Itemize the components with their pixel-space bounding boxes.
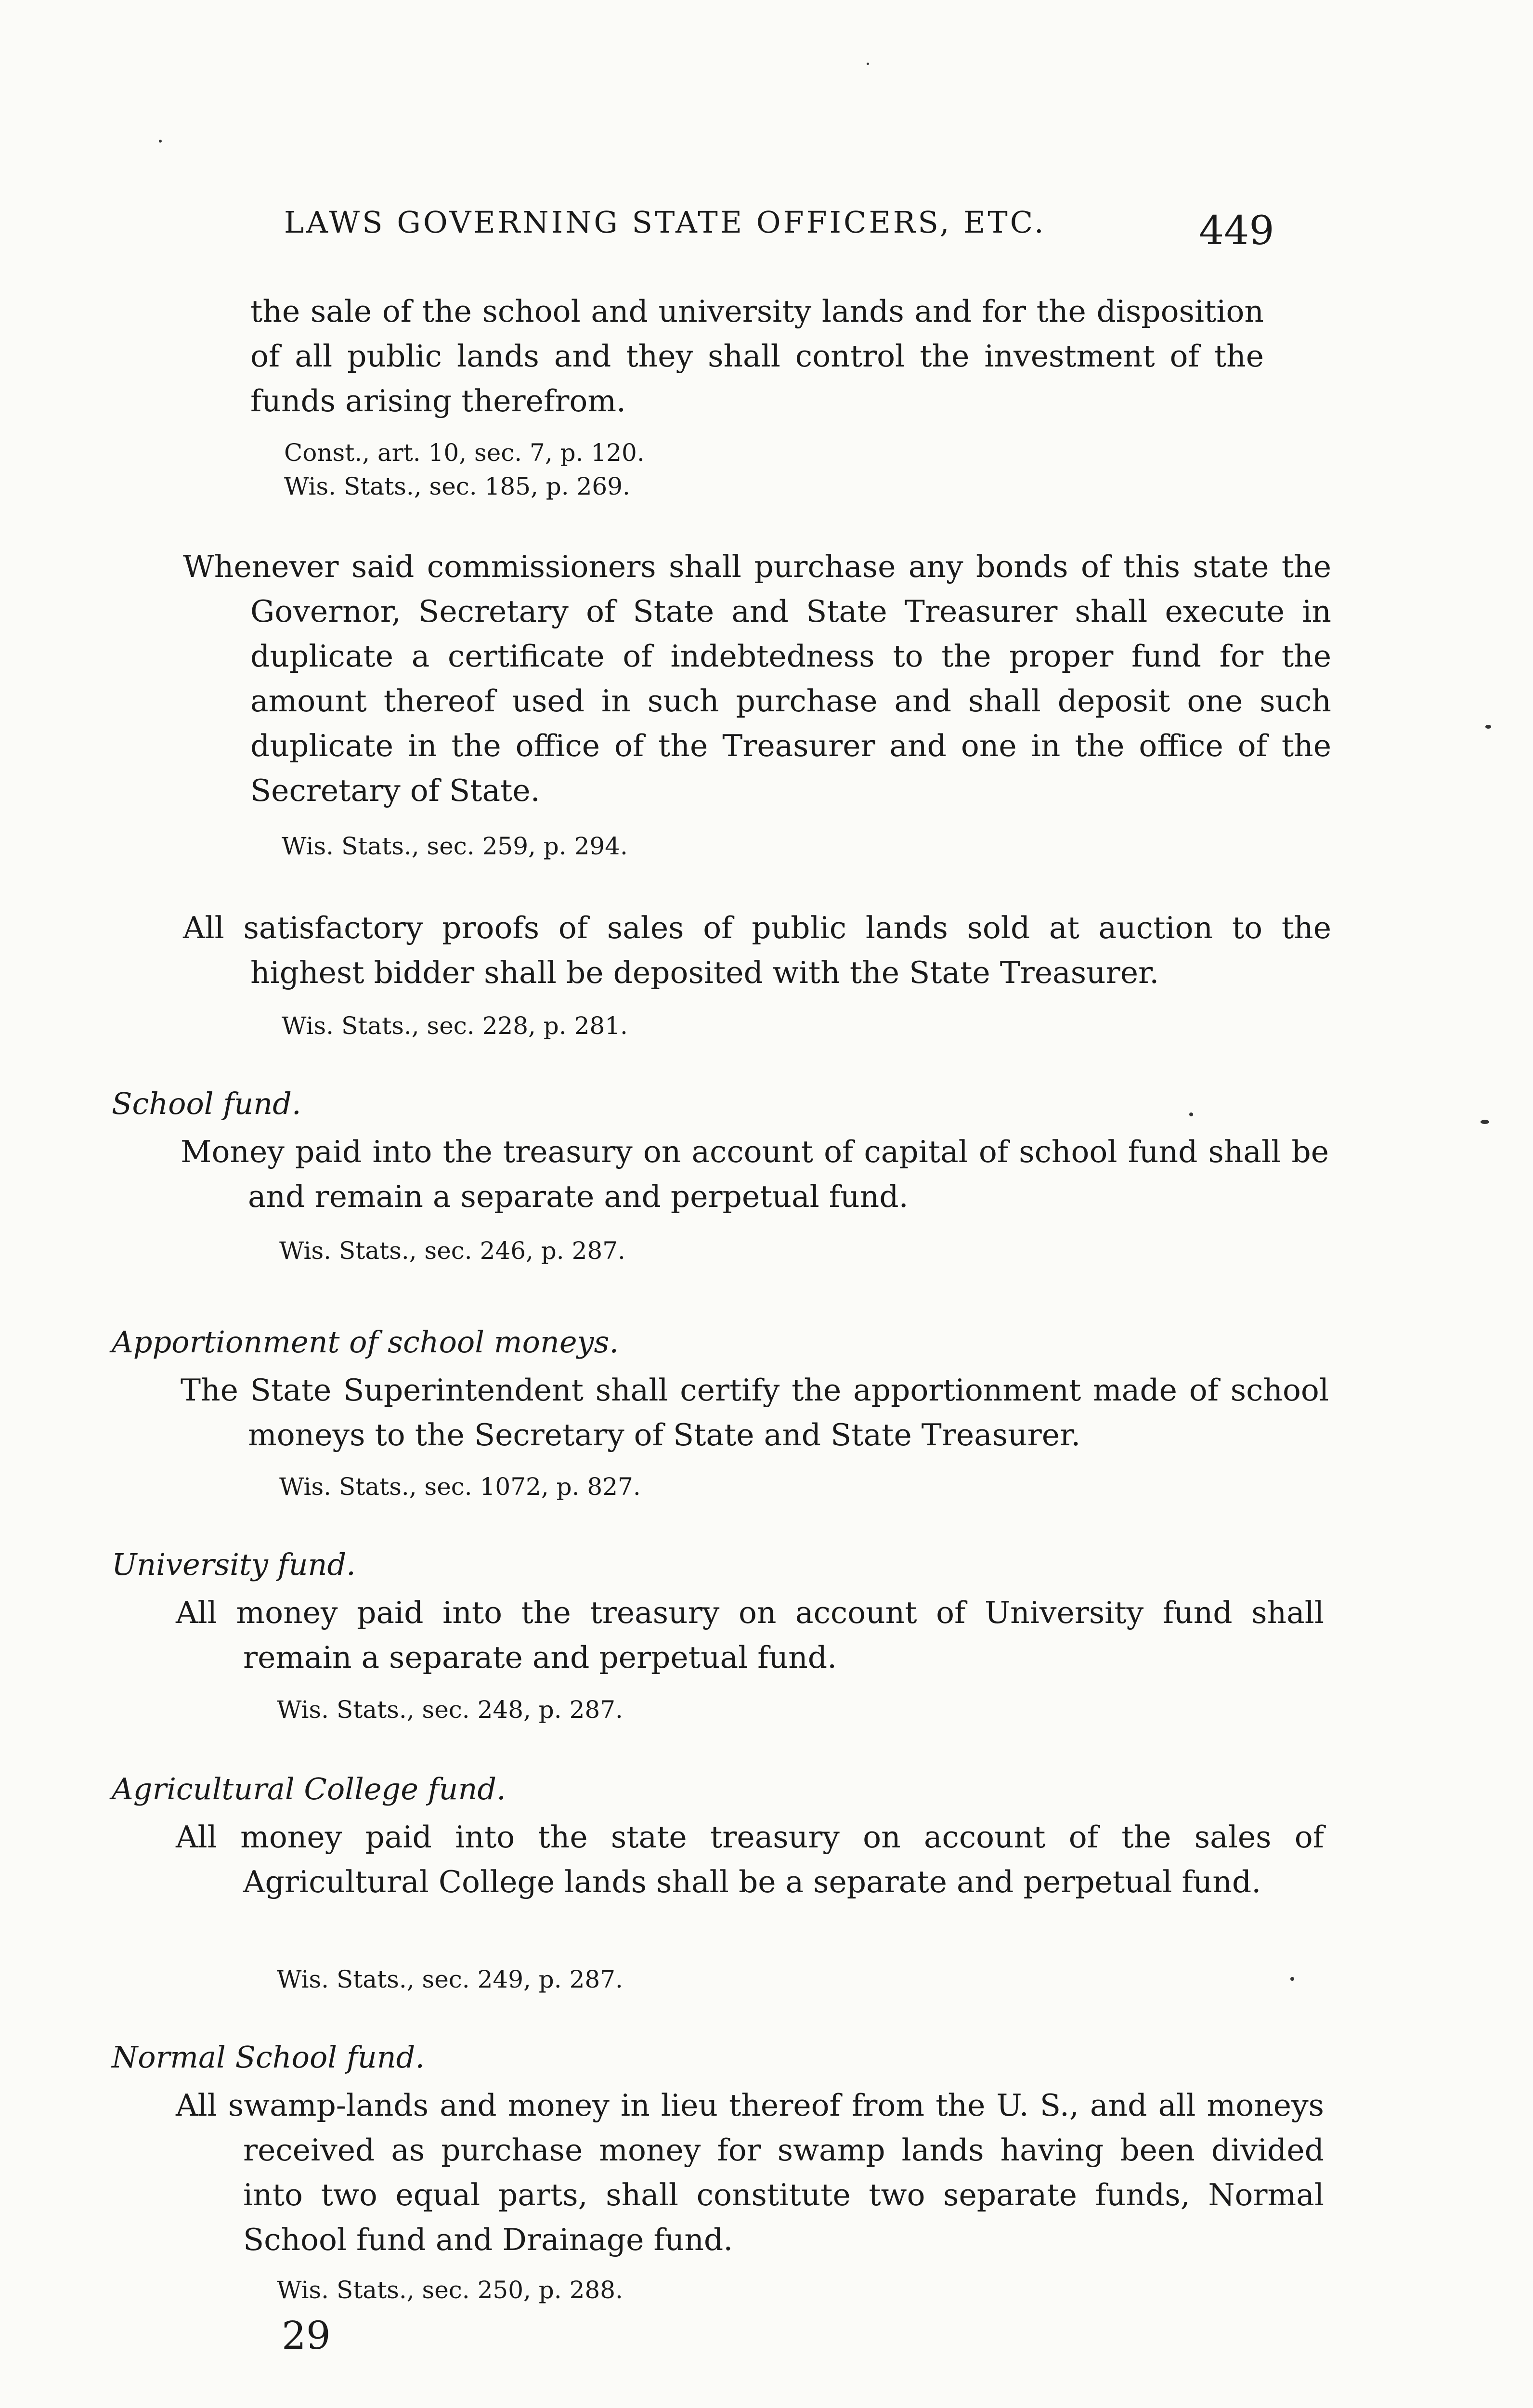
- citation: Wis. Stats., sec. 248, p. 287.: [277, 1696, 623, 1724]
- citation: Wis. Stats., sec. 228, p. 281.: [282, 1012, 628, 1040]
- running-header: LAWS GOVERNING STATE OFFICERS, ETC.: [284, 205, 1046, 240]
- citation: Wis. Stats., sec. 249, p. 287.: [277, 1965, 623, 1993]
- paragraph-agricultural-fund: All money paid into the state treasury on account of the sales of Agricultural College lands shall be a separate and perpetual fund.: [176, 1819, 1324, 1899]
- paragraph-normal-school-fund: All swamp-lands and money in lieu thereof from the U. S., and all moneys received as purchase money for swamp lands having been divided into two equal parts, shall constitute two separate funds, Normal School fund and Drainage fund.: [176, 2088, 1324, 2257]
- section-heading: University fund.: [112, 1547, 356, 1582]
- citation: Wis. Stats., sec. 246, p. 287.: [279, 1237, 625, 1265]
- scan-speck: [159, 140, 162, 143]
- citation: Wis. Stats., sec. 259, p. 294.: [282, 832, 628, 860]
- scan-speck: [867, 63, 869, 65]
- scan-speck: [1485, 725, 1491, 729]
- section-heading: School fund.: [112, 1086, 301, 1121]
- citation: Const., art. 10, sec. 7, p. 120.: [284, 439, 645, 467]
- citation: Wis. Stats., sec. 250, p. 288.: [277, 2276, 623, 2304]
- page-number: 449: [1199, 208, 1274, 254]
- citation: Wis. Stats., sec. 185, p. 269.: [284, 472, 630, 500]
- continuation-paragraph: the sale of the school and university lands and for the disposition of all public lands and they shall control the investment of the funds arising therefrom.: [250, 294, 1264, 419]
- section-heading: Agricultural College fund.: [112, 1771, 506, 1806]
- paragraph-bonds-purchase: Whenever said commissioners shall purchase any bonds of this state the Governor, Secretary of State and State Treasurer shall execute in duplicate a certificate of indebtedness to the proper fund for the amount thereof used in such purchase and shall deposit one such duplicate in the office of the Treasurer and one in the office of the Secretary of State.: [183, 549, 1331, 808]
- section-heading: Normal School fund.: [112, 2040, 425, 2075]
- paragraph-apportionment: The State Superintendent shall certify the apportionment made of school moneys to the Secretary of State and State Treasurer.: [181, 1373, 1329, 1453]
- paragraph-school-fund: Money paid into the treasury on account of capital of school fund shall be and remain a separate and perpetual fund.: [181, 1134, 1329, 1214]
- signature-mark: 29: [282, 2313, 331, 2358]
- citation: Wis. Stats., sec. 1072, p. 827.: [279, 1473, 641, 1501]
- scan-speck: [1189, 1112, 1193, 1116]
- section-heading: Apportionment of school moneys.: [112, 1324, 619, 1360]
- scan-speck: [1290, 1977, 1294, 1981]
- paragraph-public-lands-proofs: All satisfactory proofs of sales of public lands sold at auction to the highest bidder shall be deposited with the State Treasurer.: [183, 910, 1331, 990]
- paragraph-university-fund: All money paid into the treasury on account of University fund shall remain a separate and perpetual fund.: [176, 1595, 1324, 1675]
- scan-speck: [1481, 1120, 1489, 1124]
